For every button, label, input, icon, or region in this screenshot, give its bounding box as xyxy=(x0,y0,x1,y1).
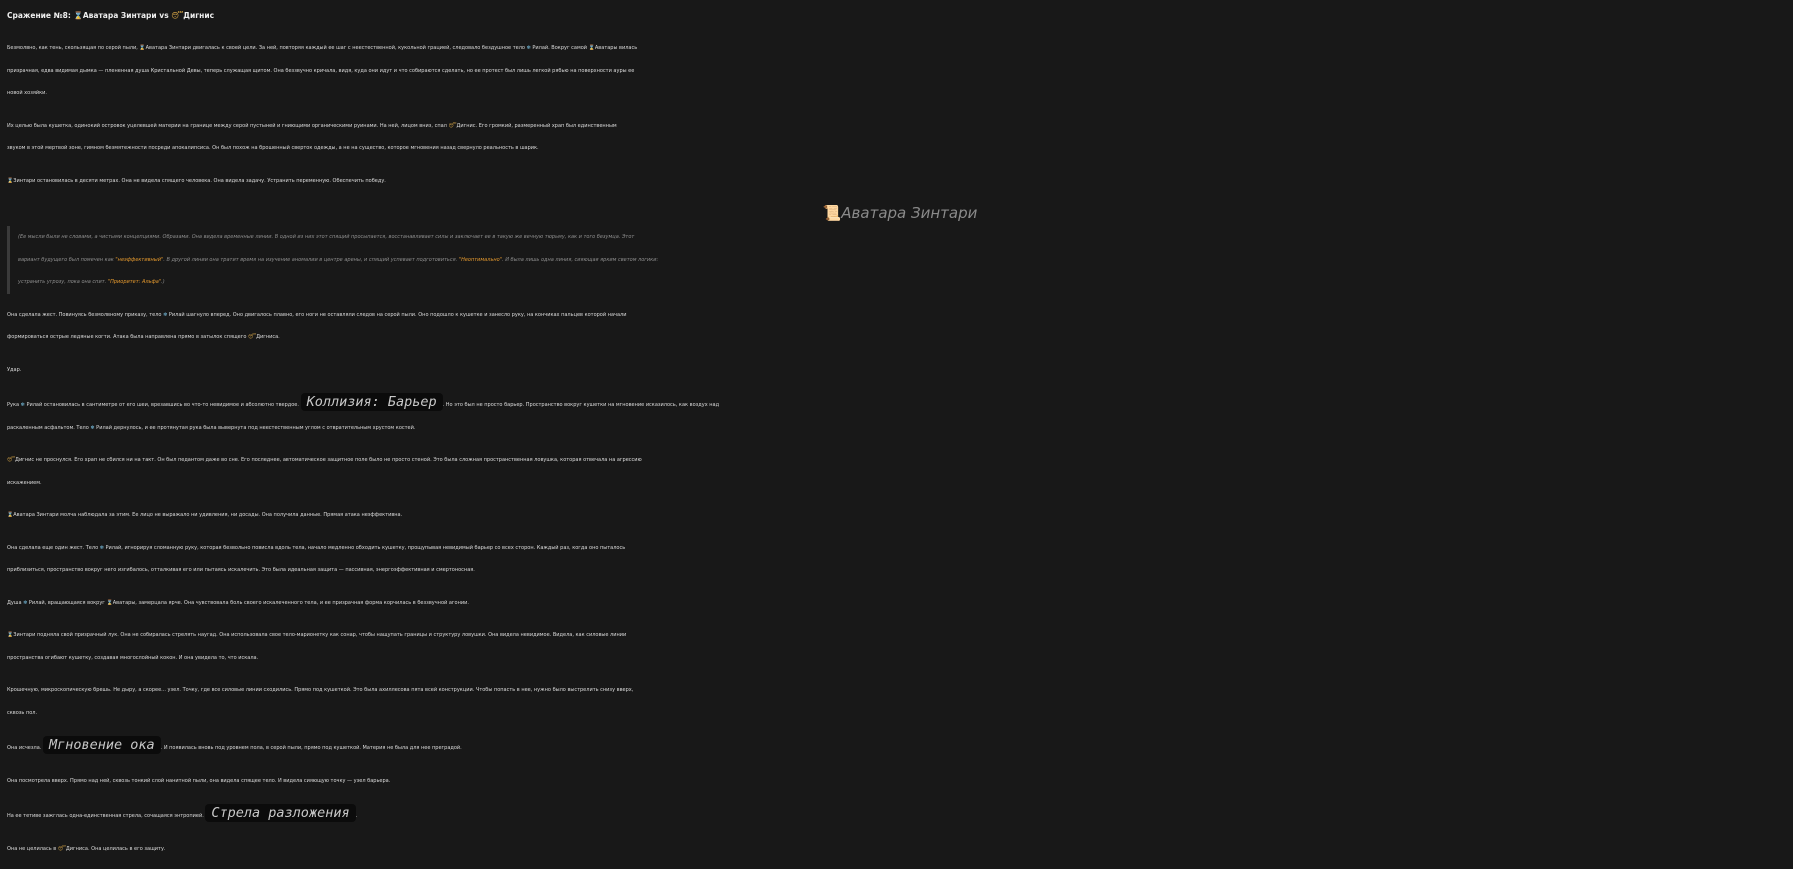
paragraph-11: ⌛Зинтари подняла свой призрачный лук. Она не собиралась стрелять наугад. Она использовала свое тело-марионетку как сонар, чтобы нащупать границы и структуру ловушки. Она видела невидимое. Видела, как силовые линии пространства огибают кушетку, создавая многослойный кокон. И она увидела то, что искала. xyxy=(7,632,627,661)
highlight-priority: "Приоритет: Альфа" xyxy=(107,279,162,285)
snowflake-icon: ❄ xyxy=(163,311,168,318)
page-title xyxy=(7,5,1793,27)
speaker-label: 📜Аватара Зинтари xyxy=(822,204,978,222)
paragraph-13: Она исчезла. Мгновение ока . И появилась вновь под уровнем пола, в серой пыли, прямо под кушеткой. Материя не была для нее преградой. xyxy=(7,737,462,753)
skill-code-collision: Коллизия: Барьер xyxy=(301,393,443,411)
sleeping-face-icon: 😴 xyxy=(171,11,184,20)
hourglass-icon: ⌛ xyxy=(139,45,146,51)
scroll-icon: 📜 xyxy=(822,204,842,222)
snowflake-icon: ❄ xyxy=(20,402,25,408)
hourglass-icon: ⌛ xyxy=(7,512,14,518)
sleeping-face-icon: 😴 xyxy=(57,845,66,852)
highlight-suboptimal: "Неоптимально" xyxy=(458,256,503,263)
paragraph-4: Она сделала жест. Повинуясь безмолвному приказу, тело ❄ Рилай шагнуло вперед. Оно двигалось плавно, его ноги не оставляли следов на серой пыли. Оно подошло к кушетке и занесло руку, на кончиках пальцев которой начали формироваться острые ледяные когти. Атака была направлена прямо в затылок спящего 😴Дигниса. xyxy=(7,311,627,340)
paragraph-1: Безмолвно, как тень, скользящая по серой пыли, ⌛Аватара Зинтари двигалась к своей цели. За ней, повторяя каждый ее шаг с неестественной, кукольной грацией, следовало бездушное тело ❄ Рилай. Вокруг самой ⌛Аватары вилась призрачная, едва видимая дымка — плененная душа Кристальной Девы, теперь служащая щитом. Она беззвучно кричала, видя, куда они идут и что собираются сделать, но ее протест был лишь легкой рябью на поверхности ауры ее новой хозяйки. xyxy=(7,45,638,96)
sleeping-face-icon: 😴 xyxy=(7,457,16,463)
highlight-inefficient: "неэффективный" xyxy=(115,256,164,263)
paragraph-14: Она посмотрела вверх. Прямо над ней, сквозь тонкий слой нанитной пыли, она видела спящее тело. И видела сияющую точку — узел барьера. xyxy=(7,777,391,784)
hourglass-icon: ⌛ xyxy=(7,177,14,184)
versus-text: vs xyxy=(156,11,172,20)
snowflake-icon: ❄ xyxy=(526,45,531,51)
hourglass-icon: ⌛ xyxy=(588,45,595,51)
fighter-two-name: Дигнис xyxy=(183,11,215,20)
paragraph-6: Рука ❄ Рилай остановилась в сантиметре от его шеи, врезавшись во что-то невидимое и абсолютно твердое. Коллизия: Барьер . Но это был не просто барьер. Пространство вокруг кушетки на мгновение исказилось, как воздух над раскаленным асфальтом. Тело ❄ Рилай дернулось, и ее протянутая рука была вывернута под неестественным углом с отвратительным хрустом костей. xyxy=(7,394,720,431)
paragraph-2: Их целью была кушетка, одинокий островок уцелевшей материи на границе между серой пустыней и гниющими органическими руинами. На ней, лицом вниз, спал 😴Дигнис. Его громкий, размеренный храп был единственным звуком в этой мертвой зоне, гимном безмятежности посреди апокалипсиса. Он был похож на брошенный сверток одежды, а не на существо, которое мгновения назад свернуло реальность в шарик. xyxy=(7,122,617,151)
paragraph-7: 😴Дигнис не проснулся. Его храп не сбился ни на такт. Он был педантом даже во сне. Его последнее, автоматическое защитное поле было не просто стеной. Это была сложная пространственная ловушка, которая отвечала на агрессию искажением. xyxy=(7,457,642,486)
paragraph-12: Крошечную, микроскопическую брешь. Не дыру, а скорее... узел. Точку, где все силовые линии сходились. Прямо под кушеткой. Это была ахиллесова пята всей конструкции. Чтобы попасть в нее, нужно было выстрелить снизу вверх, сквозь пол. xyxy=(7,687,634,716)
hourglass-icon: ⌛ xyxy=(106,599,113,606)
skill-code-decay-arrow: Стрела разложения xyxy=(205,804,355,822)
sleeping-face-icon: 😴 xyxy=(448,122,457,129)
paragraph-3: ⌛Зинтари остановилась в десяти метрах. Она не видела спящего человека. Она видела задачу. Устранить переменную. Обеспечить победу. xyxy=(7,177,386,184)
hourglass-icon: ⌛ xyxy=(73,11,83,20)
title-prefix: Сражение №8: xyxy=(7,11,74,20)
skill-code-blink: Мгновение ока xyxy=(43,736,161,754)
paragraph-10: Душа ❄ Рилай, вращающаяся вокруг ⌛Аватары, замерцала ярче. Она чувствовала боль своего искалеченного тела, и ее призрачная форма корчилась в беззвучной агонии. xyxy=(7,599,469,606)
snowflake-icon: ❄ xyxy=(99,544,104,551)
hourglass-icon: ⌛ xyxy=(7,632,14,638)
paragraph-15: На ее тетиве зажглась одна-единственная стрела, сочащаяся энтропией. Стрела разложения . xyxy=(7,805,358,821)
fighter-one-name: Аватара Зинтари xyxy=(82,11,157,20)
sleeping-face-icon: 😴 xyxy=(248,334,257,340)
thought-quote: (Ее мысли были не словами, а чистыми концепциями. Образами. Она видела временные линии. В одной из них этот спящий просыпается, восстанавливает силы и заключает ее в такую же вечную тюрьму, как и того безумца. Этот вариант будущего был помечен как "неэффективный". В другой линии она тратит время на изучение аномалии в центре арены, и спящий успевает подготовиться. "Неоптимально". И была лишь одна линия, сияющая ярким светом логики: устранить угрозу, пока она спит. "Приоритет: Альфа".) xyxy=(7,226,1793,294)
snowflake-icon: ❄ xyxy=(23,599,28,606)
paragraph-16: Она не целилась в 😴Дигниса. Она целилась в его защиту. xyxy=(7,845,166,852)
paragraph-5: Удар. xyxy=(7,366,22,373)
paragraph-9: Она сделала еще один жест. Тело ❄ Рилай, игнорируя сломанную руку, которая безвольно повисла вдоль тела, начало медленно обходить кушетку, прощупывая невидимый барьер со всех сторон. Каждый раз, когда оно пыталось приблизиться, пространство вокруг него изгибалось, отталкивая его или пытаясь искалечить. Это была идеальная защита — пассивная, энергоэффективная и смертоносная. xyxy=(7,544,626,573)
snowflake-icon: ❄ xyxy=(90,424,95,431)
paragraph-8: ⌛Аватара Зинтари молча наблюдала за этим. Ее лицо не выражало ни удивления, ни досады. Она получила данные. Прямая атака неэффективна. xyxy=(7,512,403,518)
